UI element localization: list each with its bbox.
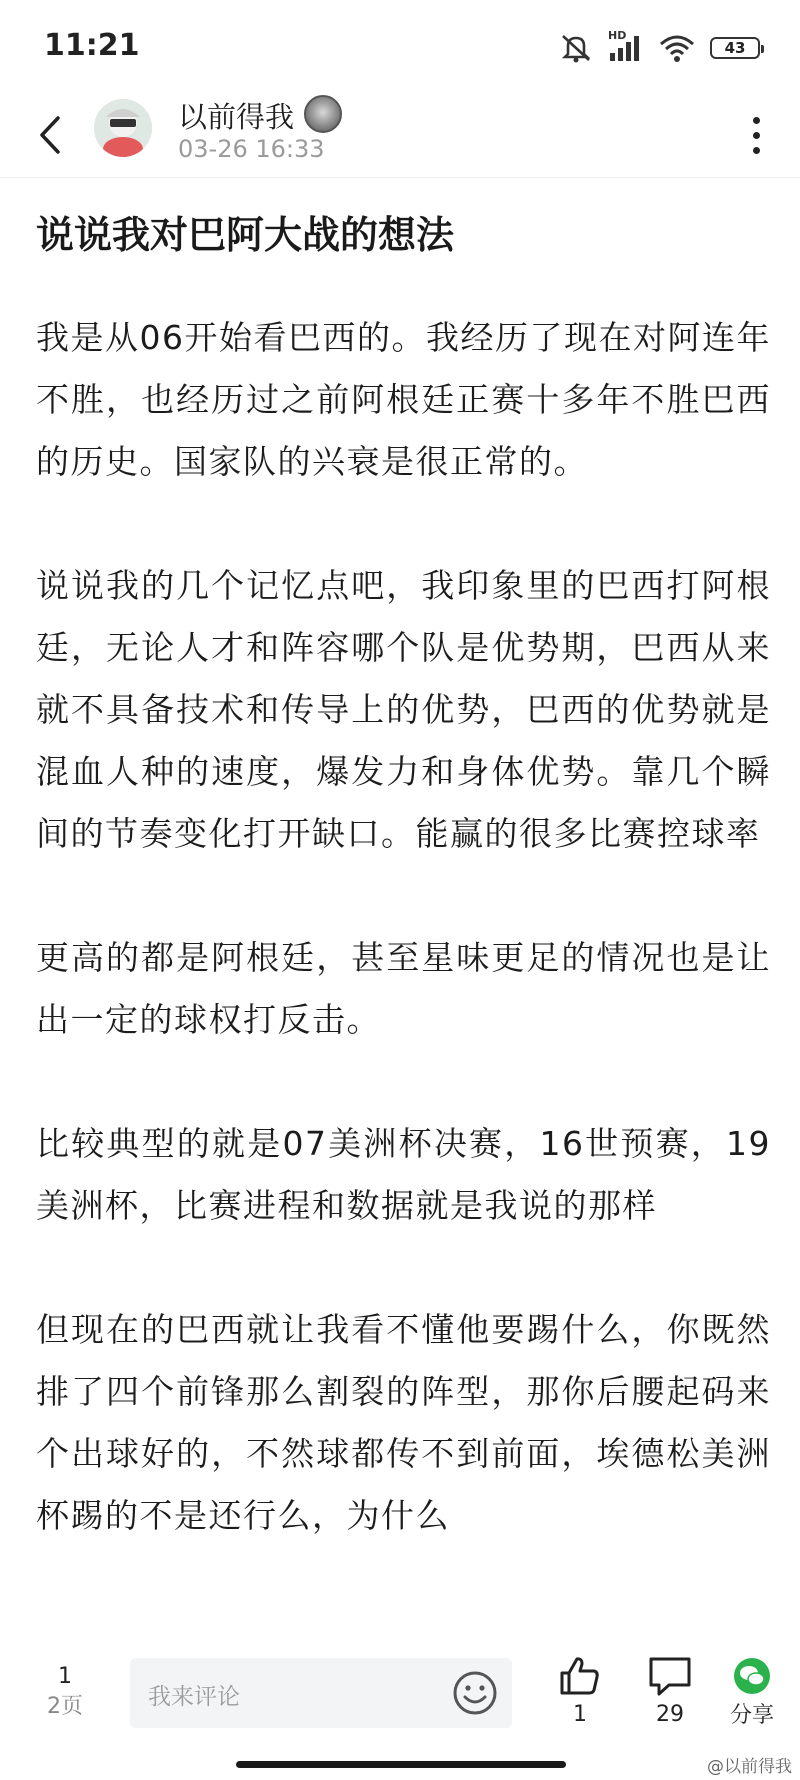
more-vertical-icon — [753, 117, 760, 124]
share-label: 分享 — [729, 1703, 774, 1728]
wechat-icon — [734, 1658, 770, 1694]
mute-icon — [558, 32, 594, 64]
like-count: 1 — [573, 1702, 587, 1727]
watermark: @以前得我 — [707, 1757, 792, 1777]
paragraph-5: 但现在的巴西就让我看不懂他要踢什么，你既然排了四个前锋那么割裂的阵型，那你后腰起码来个出球好的，不然球都传不到前面，埃德松美洲杯踢的不是还行么，为什么 — [36, 1310, 771, 1535]
comment-bubble-icon — [647, 1654, 693, 1698]
page-total: 2页 — [47, 1694, 83, 1719]
status-icons — [558, 28, 760, 68]
comment-input[interactable] — [130, 1658, 512, 1728]
page-current: 1 — [58, 1664, 72, 1689]
author-name[interactable]: 以前得我 — [178, 100, 295, 134]
post-title: 说说我对巴阿大战的想法 — [36, 213, 455, 257]
status-bar — [0, 0, 800, 95]
like-button[interactable] — [540, 1654, 620, 1727]
signal-icon — [608, 29, 644, 63]
back-button[interactable] — [26, 105, 74, 165]
emoji-button[interactable] — [452, 1670, 498, 1716]
paragraph-3: 更高的都是阿根廷，甚至星味更足的情况也是让出一定的球权打反击。 — [36, 938, 771, 1039]
comment-count: 29 — [656, 1702, 684, 1727]
battery-level: 43 — [724, 39, 746, 57]
badge-icon — [304, 95, 342, 133]
thumbs-up-icon — [558, 1654, 602, 1698]
home-indicator[interactable] — [236, 1761, 566, 1768]
share-button[interactable] — [712, 1654, 792, 1729]
post-timestamp: 03-26 16:33 — [178, 135, 325, 163]
emoji-icon — [452, 1670, 498, 1716]
back-arrow-icon — [38, 115, 62, 155]
comment-placeholder: 我来评论 — [148, 1684, 240, 1710]
battery-icon — [710, 37, 760, 59]
paragraph-4: 比较典型的就是07美洲杯决赛，16世预赛，19美洲杯，比赛进程和数据就是我说的那样 — [36, 1124, 771, 1225]
wifi-icon — [658, 33, 696, 63]
more-options-button[interactable] — [736, 105, 776, 165]
page-indicator[interactable] — [38, 1662, 92, 1722]
post-header — [0, 95, 800, 178]
network-type-label: HD — [608, 29, 627, 42]
paragraph-1: 我是从06开始看巴西的。我经历了现在对阿连年不胜，也经历过之前阿根廷正赛十多年不胜巴西的历史。国家队的兴衰是很正常的。 — [36, 318, 771, 481]
bottom-action-bar — [0, 1640, 800, 1780]
status-time: 11:21 — [44, 28, 140, 63]
paragraph-2: 说说我的几个记忆点吧，我印象里的巴西打阿根廷，无论人才和阵容哪个队是优势期，巴西从来就不具备技术和传导上的优势，巴西的优势就是混血人种的速度，爆发力和身体优势。靠几个瞬间的节奏变化打开缺口。能赢的很多比赛控球率 — [36, 566, 771, 853]
comments-button[interactable] — [630, 1654, 710, 1727]
post-body — [36, 205, 771, 1609]
avatar[interactable] — [94, 99, 152, 157]
